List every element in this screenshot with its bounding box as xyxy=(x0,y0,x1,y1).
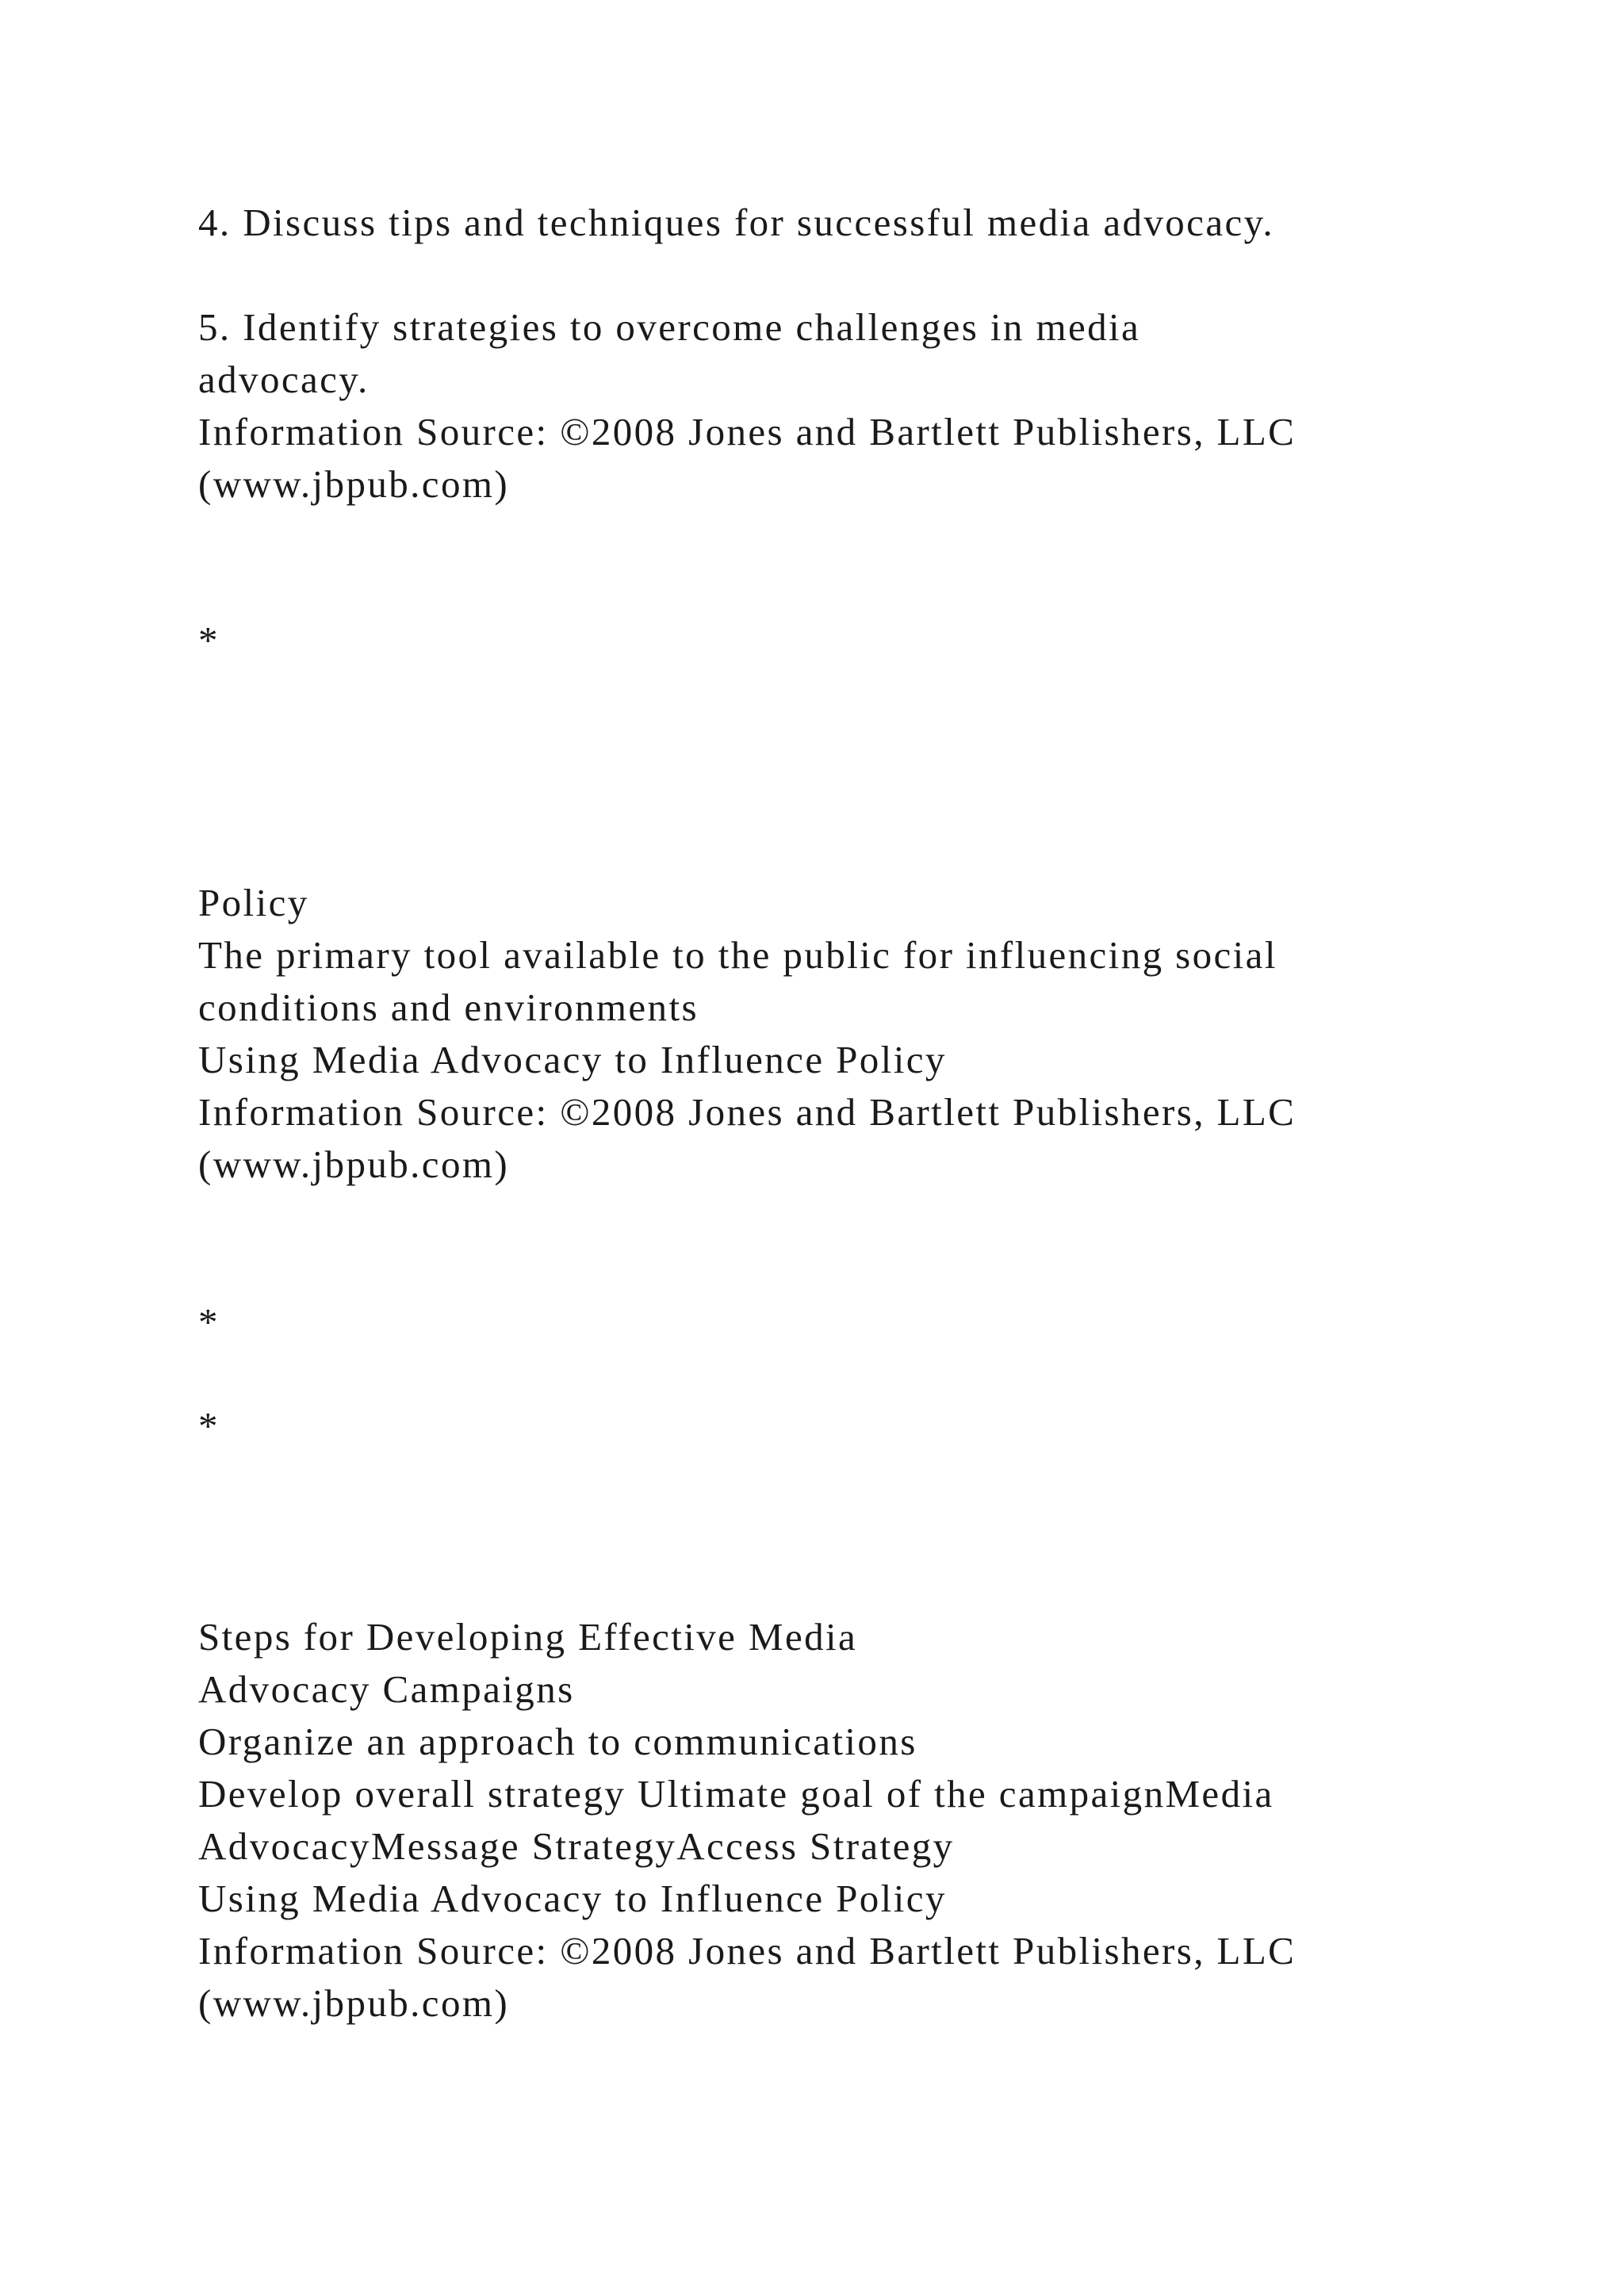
source-citation-line-2: (www.jbpub.com) xyxy=(198,1142,510,1186)
separator-asterisk: * xyxy=(198,1404,220,1448)
policy-definition-line-2: conditions and environments xyxy=(198,985,699,1029)
steps-line-2: Develop overall strategy Ultimate goal of the campaignMedia xyxy=(198,1772,1274,1816)
steps-line-3: AdvocacyMessage StrategyAccess Strategy xyxy=(198,1824,955,1868)
source-citation-line-1: Information Source: ©2008 Jones and Bartlett Publishers, LLC xyxy=(198,410,1297,453)
policy-subtitle: Using Media Advocacy to Influence Policy xyxy=(198,1038,947,1081)
separator-asterisk: * xyxy=(198,1300,220,1344)
steps-subtitle: Using Media Advocacy to Influence Policy xyxy=(198,1877,947,1920)
policy-heading: Policy xyxy=(198,881,309,924)
objective-item-4: 4. Discuss tips and techniques for successful media advocacy. xyxy=(198,201,1274,244)
source-citation-line-1: Information Source: ©2008 Jones and Bartlett Publishers, LLC xyxy=(198,1090,1297,1134)
objective-item-5-line-1: 5. Identify strategies to overcome challenges in media xyxy=(198,305,1141,349)
steps-heading-line-1: Steps for Developing Effective Media xyxy=(198,1615,858,1659)
policy-definition-line-1: The primary tool available to the public for influencing social xyxy=(198,933,1277,977)
steps-line-1: Organize an approach to communications xyxy=(198,1720,917,1763)
objective-item-5-line-2: advocacy. xyxy=(198,358,370,401)
separator-asterisk: * xyxy=(198,618,220,662)
source-citation-line-2: (www.jbpub.com) xyxy=(198,1981,510,2025)
source-citation-line-2: (www.jbpub.com) xyxy=(198,462,510,506)
source-citation-line-1: Information Source: ©2008 Jones and Bartlett Publishers, LLC xyxy=(198,1929,1297,1973)
steps-heading-line-2: Advocacy Campaigns xyxy=(198,1667,575,1711)
